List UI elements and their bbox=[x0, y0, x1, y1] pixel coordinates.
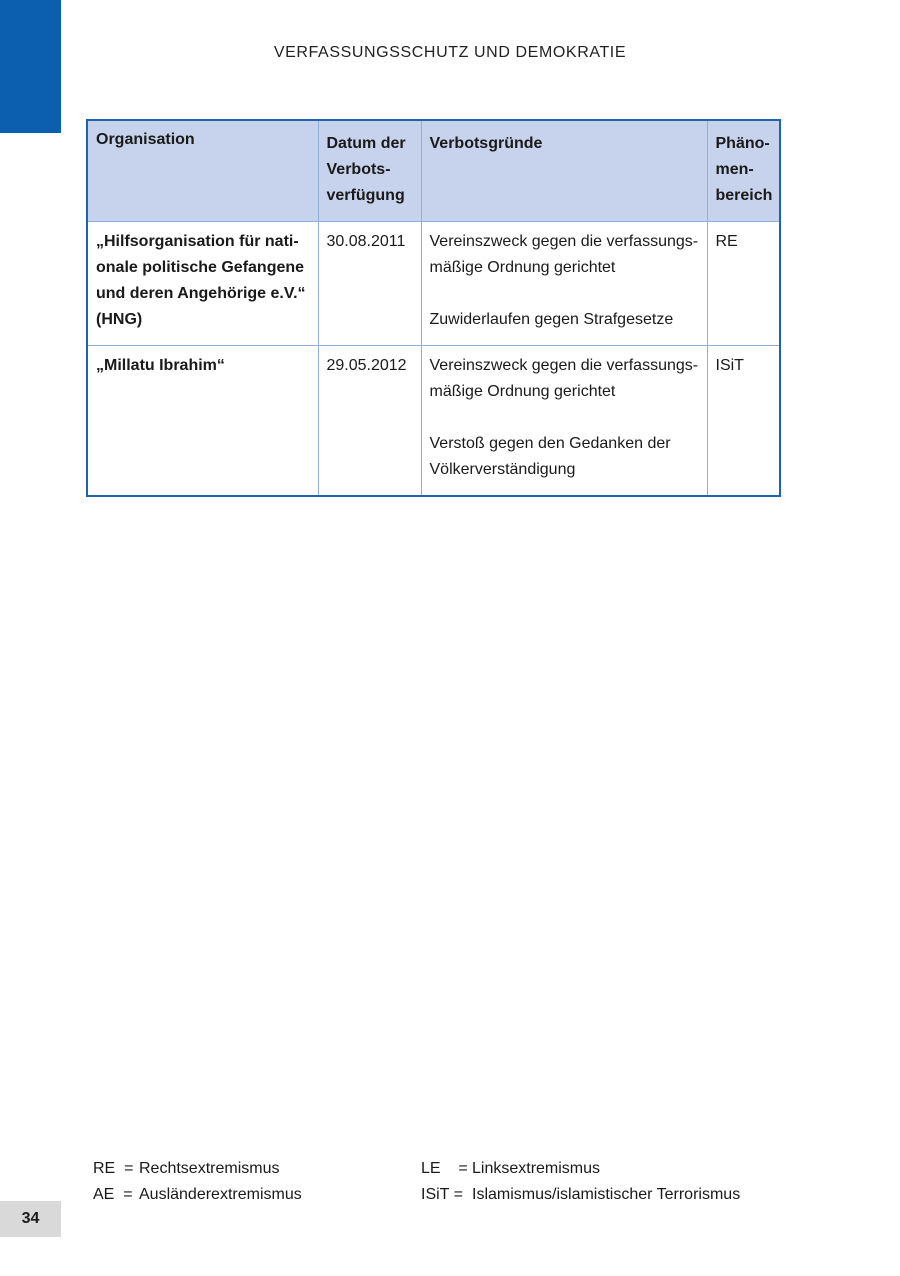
cell-line: (HNG) bbox=[96, 311, 143, 328]
cell-line: Vereinszweck gegen die verfassungs- bbox=[429, 233, 699, 250]
header-line: Datum der bbox=[326, 135, 406, 152]
header-line: men- bbox=[715, 161, 754, 178]
legend-abbreviation: RE = bbox=[93, 1160, 134, 1177]
column-header-datum bbox=[318, 120, 421, 222]
legend-abbreviation: LE = bbox=[421, 1160, 468, 1177]
cell-line: mäßige Ordnung gerichtet bbox=[429, 383, 616, 400]
legend-text: Rechtsextremismus bbox=[139, 1160, 280, 1177]
cell-line: Zuwiderlaufen gegen Strafgesetze bbox=[429, 311, 674, 328]
legend-item bbox=[421, 1182, 740, 1208]
legend-text: Linksextremismus bbox=[472, 1160, 601, 1177]
table-row bbox=[87, 346, 780, 497]
legend-item bbox=[421, 1156, 740, 1182]
legend-item bbox=[93, 1182, 302, 1208]
cell-line: Vereinszweck gegen die verfassungs- bbox=[429, 357, 699, 374]
reason-block bbox=[430, 353, 700, 405]
header-line: Verbots- bbox=[326, 161, 391, 178]
reason-block bbox=[430, 229, 700, 281]
legend-abbreviation: ISiT = bbox=[421, 1186, 463, 1203]
reason-block bbox=[430, 307, 700, 333]
organisation-cell bbox=[87, 222, 318, 346]
header-line: verfügung bbox=[326, 187, 405, 204]
reasons-cell bbox=[421, 346, 707, 497]
page-number: 34 bbox=[0, 1201, 61, 1237]
cell-line: mäßige Ordnung gerichtet bbox=[429, 259, 616, 276]
cell-line: „Hilfsorganisation für nati- bbox=[96, 233, 299, 250]
legend-text: Ausländerextremismus bbox=[139, 1186, 302, 1203]
side-color-bar bbox=[0, 0, 61, 133]
table-header-row bbox=[87, 120, 780, 222]
running-header: VERFASSUNGSSCHUTZ UND DEMOKRATIE bbox=[273, 44, 627, 61]
legend-item bbox=[93, 1156, 302, 1182]
reasons-cell bbox=[421, 222, 707, 346]
date-cell: 30.08.2011 bbox=[318, 222, 421, 346]
cell-line: „Millatu Ibrahim“ bbox=[96, 357, 225, 374]
phenomenon-cell: RE bbox=[707, 222, 780, 346]
cell-line: Verstoß gegen den Gedanken der bbox=[429, 435, 671, 452]
header-line: Phäno- bbox=[715, 135, 770, 152]
column-header-organisation: Organisation bbox=[87, 120, 318, 222]
header-line: bereich bbox=[715, 187, 773, 204]
organisation-cell bbox=[87, 346, 318, 497]
legend-text: Islamismus/islamistischer Terrorismus bbox=[472, 1186, 741, 1203]
cell-line: und deren Angehörige e.V.“ bbox=[96, 285, 306, 302]
phenomenon-cell: ISiT bbox=[707, 346, 780, 497]
column-header-bereich bbox=[707, 120, 780, 222]
cell-line: Völkerverständigung bbox=[429, 461, 576, 478]
ban-table bbox=[86, 119, 781, 497]
legend-abbreviation: AE = bbox=[93, 1186, 133, 1203]
cell-line: onale politische Gefangene bbox=[96, 259, 305, 276]
abbreviation-legend-right bbox=[421, 1156, 740, 1208]
column-header-verbotsgruende: Verbotsgründe bbox=[421, 120, 707, 222]
reason-block bbox=[430, 431, 700, 483]
date-cell: 29.05.2012 bbox=[318, 346, 421, 497]
table-row bbox=[87, 222, 780, 346]
abbreviation-legend-left bbox=[93, 1156, 302, 1208]
